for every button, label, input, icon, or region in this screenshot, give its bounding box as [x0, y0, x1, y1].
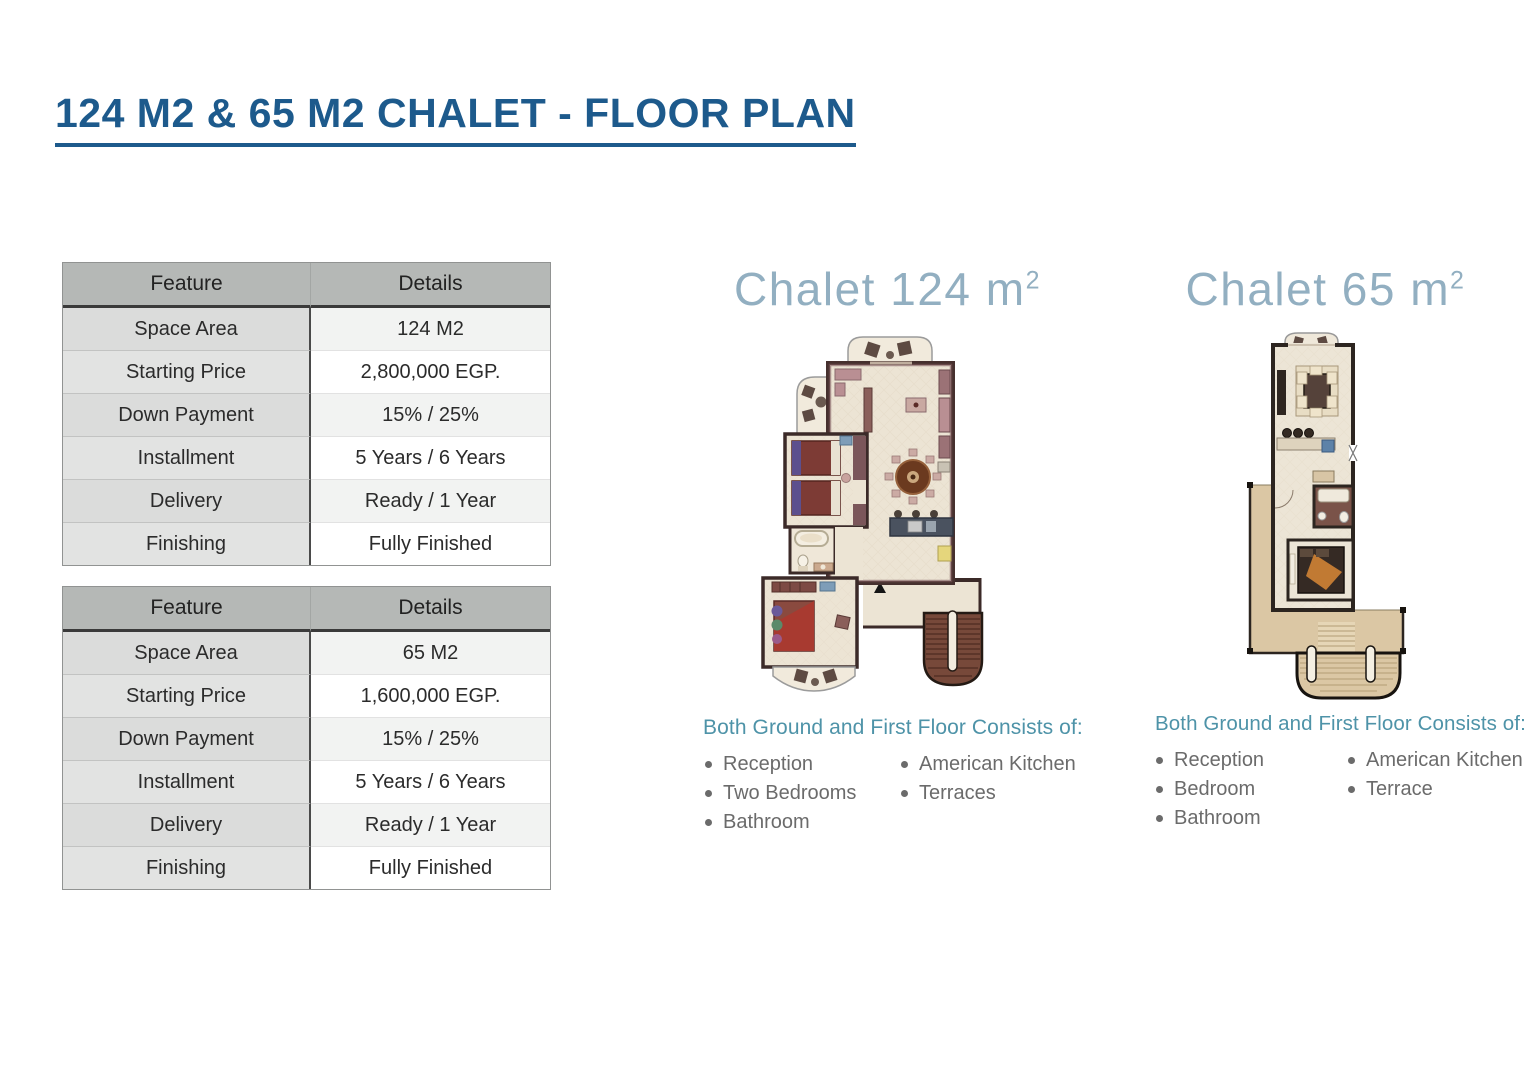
feature-cell: Down Payment: [63, 394, 311, 437]
list-item-label: Bedroom: [1174, 778, 1256, 800]
table-row: [63, 437, 550, 480]
plan-124-heading-sup: 2: [1025, 266, 1041, 295]
plan-124-consists-heading: Both Ground and First Floor Consists of:: [703, 716, 1083, 739]
plan-65-heading-text: Chalet 65 m: [1185, 263, 1451, 315]
bullet-icon: [705, 819, 712, 826]
bedroom-two-beds: [785, 434, 867, 527]
table-row: [63, 523, 550, 565]
feature-cell: Down Payment: [63, 718, 311, 761]
list-item: [705, 808, 856, 837]
feature-cell: Space Area: [63, 308, 311, 351]
list-item-label: Two Bedrooms: [723, 782, 857, 804]
list-item: [705, 779, 856, 808]
list-item-label: Terraces: [919, 782, 996, 804]
list-item: [1156, 775, 1264, 804]
spec-table-124: [62, 262, 551, 566]
table-row: [63, 480, 550, 523]
staircase: [924, 611, 982, 685]
bullet-icon: [901, 761, 908, 768]
column-header-details: Details: [311, 263, 550, 308]
sink: [1322, 440, 1334, 452]
detail-cell: Ready / 1 Year: [311, 804, 550, 847]
list-item: [1348, 775, 1523, 804]
main-unit: [1273, 345, 1357, 610]
table-header-row: [63, 587, 550, 632]
page-title: 124 M2 & 65 M2 CHALET - FLOOR PLAN: [55, 90, 856, 147]
detail-cell: Fully Finished: [311, 523, 550, 565]
feature-cell: Installment: [63, 437, 311, 480]
toilet: [798, 555, 808, 567]
table-row: [63, 675, 550, 718]
bullet-icon: [705, 761, 712, 768]
table-row: [63, 308, 550, 351]
detail-cell: Ready / 1 Year: [311, 480, 550, 523]
bedroom-master: [763, 578, 857, 667]
list-item: [1156, 804, 1264, 833]
bathroom: [1314, 486, 1353, 527]
terrace-bottom: [773, 667, 855, 691]
detail-cell: 5 Years / 6 Years: [311, 761, 550, 804]
list-item-label: Bathroom: [723, 811, 810, 833]
floor-plan-124: [740, 330, 1070, 710]
detail-cell: 65 M2: [311, 632, 550, 675]
list-item-label: American Kitchen: [1366, 749, 1523, 771]
plan-124-bullets-col1: [705, 750, 856, 837]
list-item: [1156, 746, 1264, 775]
bullet-icon: [901, 790, 908, 797]
feature-cell: Delivery: [63, 480, 311, 523]
list-item-label: Bathroom: [1174, 807, 1261, 829]
bullet-icon: [1156, 757, 1163, 764]
plan-65-consists-heading: Both Ground and First Floor Consists of:: [1155, 712, 1526, 735]
bullet-icon: [1348, 786, 1355, 793]
column-header-details: Details: [311, 587, 550, 632]
list-item: [901, 779, 1076, 808]
column-header-feature: Feature: [63, 263, 311, 308]
corridor: [835, 527, 863, 580]
list-item-label: Reception: [723, 753, 814, 775]
table-header-row: [63, 263, 550, 308]
spec-table-65: [62, 586, 551, 890]
column-header-feature: Feature: [63, 587, 311, 632]
plan-124-heading: [700, 262, 1075, 316]
feature-cell: Starting Price: [63, 675, 311, 718]
table-row: [63, 632, 550, 675]
list-item: [705, 750, 856, 779]
list-item-label: American Kitchen: [919, 753, 1076, 775]
table-row: [63, 394, 550, 437]
bullet-icon: [1348, 757, 1355, 764]
floor-plan-65: [1230, 330, 1440, 710]
table-row: [63, 847, 550, 889]
list-item: [1348, 746, 1523, 775]
toilet: [1340, 512, 1349, 523]
plan-65-heading: [1168, 262, 1483, 316]
bullet-icon: [705, 790, 712, 797]
feature-cell: Delivery: [63, 804, 311, 847]
detail-cell: 124 M2: [311, 308, 550, 351]
list-item: [901, 750, 1076, 779]
feature-cell: Finishing: [63, 847, 311, 889]
feature-cell: Installment: [63, 761, 311, 804]
plan-124-bullets-col2: [901, 750, 1076, 808]
table-row: [63, 761, 550, 804]
detail-cell: Fully Finished: [311, 847, 550, 889]
plan-65-heading-sup: 2: [1450, 266, 1466, 295]
detail-cell: 15% / 25%: [311, 394, 550, 437]
feature-cell: Space Area: [63, 632, 311, 675]
plan-65-bullets-col2: [1348, 746, 1523, 804]
feature-cell: Starting Price: [63, 351, 311, 394]
table-row: [63, 718, 550, 761]
list-item-label: Terrace: [1366, 778, 1433, 800]
bedroom: [1288, 540, 1353, 600]
table-row: [63, 351, 550, 394]
detail-cell: 15% / 25%: [311, 718, 550, 761]
detail-cell: 2,800,000 EGP.: [311, 351, 550, 394]
list-item-label: Reception: [1174, 749, 1265, 771]
bathroom: [790, 527, 835, 573]
bullet-icon: [1156, 786, 1163, 793]
plan-124-heading-text: Chalet 124 m: [733, 263, 1026, 315]
feature-cell: Finishing: [63, 523, 311, 565]
plan-65-bullets-col1: [1156, 746, 1264, 833]
bullet-icon: [1156, 815, 1163, 822]
table-row: [63, 804, 550, 847]
detail-cell: 5 Years / 6 Years: [311, 437, 550, 480]
detail-cell: 1,600,000 EGP.: [311, 675, 550, 718]
